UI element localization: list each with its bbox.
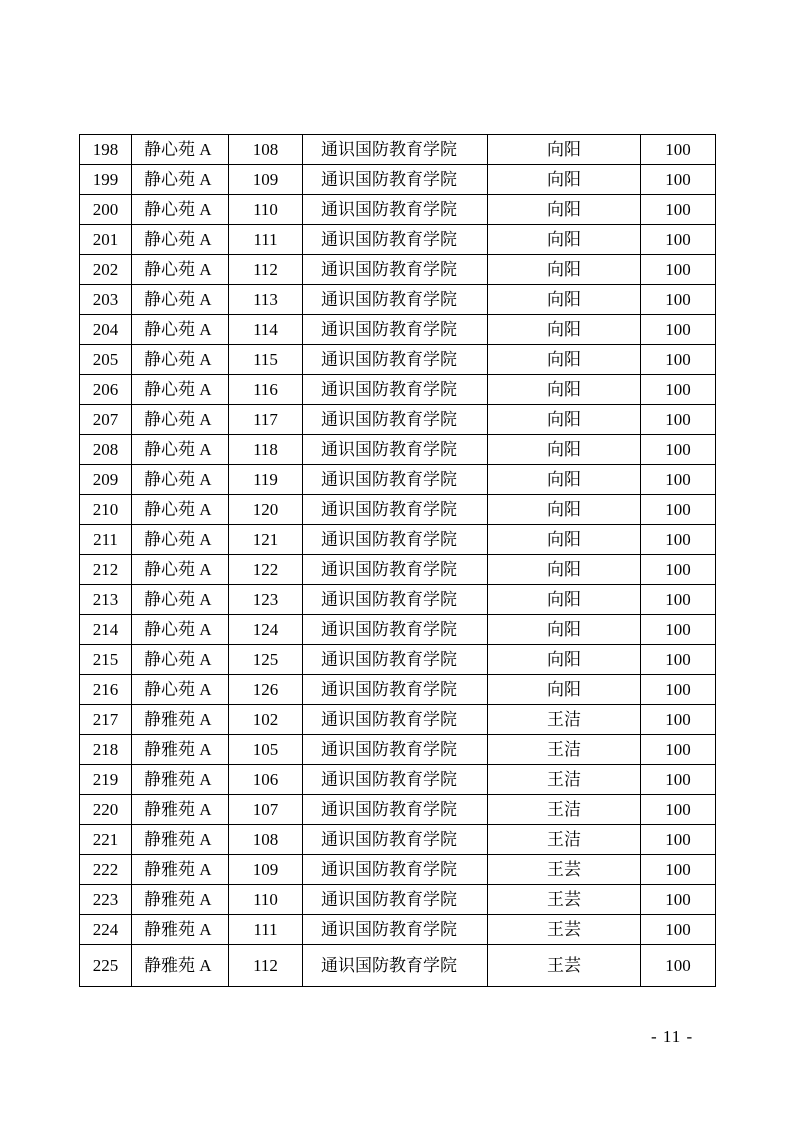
room-number-cell: 110 [229,195,303,225]
table-row [80,135,716,165]
capacity-cell: 100 [641,225,716,255]
room-number-cell: 107 [229,795,303,825]
college-cell: 通识国防教育学院 [303,405,488,435]
room-number-cell: 124 [229,615,303,645]
serial-number-cell: 202 [80,255,132,285]
college-cell: 通识国防教育学院 [303,885,488,915]
serial-number-cell: 212 [80,555,132,585]
dormitory-cell: 静雅苑 A [132,705,229,735]
dormitory-cell: 静心苑 A [132,555,229,585]
serial-number-cell: 215 [80,645,132,675]
person-in-charge-cell: 王洁 [488,795,641,825]
college-cell: 通识国防教育学院 [303,585,488,615]
capacity-cell: 100 [641,615,716,645]
person-in-charge-cell: 向阳 [488,645,641,675]
dormitory-cell: 静心苑 A [132,255,229,285]
person-in-charge-cell: 向阳 [488,255,641,285]
person-in-charge-cell: 向阳 [488,195,641,225]
serial-number-cell: 223 [80,885,132,915]
serial-number-cell: 214 [80,615,132,645]
dormitory-cell: 静心苑 A [132,165,229,195]
college-cell: 通识国防教育学院 [303,795,488,825]
table-row [80,465,716,495]
capacity-cell: 100 [641,765,716,795]
dormitory-cell: 静雅苑 A [132,765,229,795]
person-in-charge-cell: 王洁 [488,825,641,855]
serial-number-cell: 218 [80,735,132,765]
assignment-table [79,134,716,987]
college-cell: 通识国防教育学院 [303,465,488,495]
dormitory-cell: 静心苑 A [132,135,229,165]
dormitory-cell: 静心苑 A [132,345,229,375]
capacity-cell: 100 [641,495,716,525]
dormitory-cell: 静心苑 A [132,195,229,225]
page-number: - 11 - [651,1027,694,1046]
table-row [80,795,716,825]
capacity-cell: 100 [641,285,716,315]
serial-number-cell: 199 [80,165,132,195]
dormitory-cell: 静心苑 A [132,615,229,645]
capacity-cell: 100 [641,585,716,615]
table-row [80,585,716,615]
dormitory-cell: 静雅苑 A [132,795,229,825]
room-number-cell: 121 [229,525,303,555]
serial-number-cell: 216 [80,675,132,705]
room-number-cell: 109 [229,855,303,885]
college-cell: 通识国防教育学院 [303,945,488,987]
table-row [80,945,716,987]
room-number-cell: 102 [229,705,303,735]
room-number-cell: 116 [229,375,303,405]
table-row [80,675,716,705]
room-number-cell: 113 [229,285,303,315]
capacity-cell: 100 [641,195,716,225]
table-row [80,165,716,195]
room-number-cell: 119 [229,465,303,495]
dormitory-cell: 静雅苑 A [132,885,229,915]
serial-number-cell: 225 [80,945,132,987]
serial-number-cell: 213 [80,585,132,615]
room-number-cell: 125 [229,645,303,675]
table-row [80,735,716,765]
room-number-cell: 108 [229,135,303,165]
table-row [80,225,716,255]
person-in-charge-cell: 王洁 [488,705,641,735]
dormitory-cell: 静雅苑 A [132,915,229,945]
dormitory-cell: 静雅苑 A [132,735,229,765]
table-row [80,345,716,375]
person-in-charge-cell: 王芸 [488,855,641,885]
person-in-charge-cell: 向阳 [488,405,641,435]
room-number-cell: 110 [229,885,303,915]
serial-number-cell: 208 [80,435,132,465]
serial-number-cell: 198 [80,135,132,165]
serial-number-cell: 211 [80,525,132,555]
college-cell: 通识国防教育学院 [303,315,488,345]
dormitory-cell: 静心苑 A [132,645,229,675]
person-in-charge-cell: 王洁 [488,735,641,765]
serial-number-cell: 200 [80,195,132,225]
college-cell: 通识国防教育学院 [303,705,488,735]
dormitory-cell: 静雅苑 A [132,825,229,855]
table-row [80,405,716,435]
serial-number-cell: 206 [80,375,132,405]
dormitory-cell: 静心苑 A [132,375,229,405]
room-number-cell: 112 [229,255,303,285]
room-number-cell: 105 [229,735,303,765]
capacity-cell: 100 [641,675,716,705]
table-body [80,135,716,987]
person-in-charge-cell: 向阳 [488,585,641,615]
capacity-cell: 100 [641,135,716,165]
person-in-charge-cell: 向阳 [488,345,641,375]
college-cell: 通识国防教育学院 [303,375,488,405]
college-cell: 通识国防教育学院 [303,345,488,375]
table-row [80,885,716,915]
capacity-cell: 100 [641,825,716,855]
college-cell: 通识国防教育学院 [303,255,488,285]
serial-number-cell: 203 [80,285,132,315]
dormitory-cell: 静雅苑 A [132,945,229,987]
room-number-cell: 111 [229,225,303,255]
table-row [80,195,716,225]
serial-number-cell: 219 [80,765,132,795]
capacity-cell: 100 [641,165,716,195]
person-in-charge-cell: 王芸 [488,945,641,987]
capacity-cell: 100 [641,855,716,885]
college-cell: 通识国防教育学院 [303,675,488,705]
person-in-charge-cell: 向阳 [488,315,641,345]
capacity-cell: 100 [641,405,716,435]
table-row [80,645,716,675]
person-in-charge-cell: 向阳 [488,225,641,255]
person-in-charge-cell: 向阳 [488,165,641,195]
college-cell: 通识国防教育学院 [303,615,488,645]
capacity-cell: 100 [641,795,716,825]
room-number-cell: 117 [229,405,303,435]
serial-number-cell: 201 [80,225,132,255]
capacity-cell: 100 [641,525,716,555]
capacity-cell: 100 [641,315,716,345]
dormitory-cell: 静心苑 A [132,285,229,315]
table-row [80,285,716,315]
capacity-cell: 100 [641,945,716,987]
capacity-cell: 100 [641,645,716,675]
room-number-cell: 123 [229,585,303,615]
dormitory-cell: 静心苑 A [132,525,229,555]
table-row [80,255,716,285]
capacity-cell: 100 [641,435,716,465]
college-cell: 通识国防教育学院 [303,495,488,525]
capacity-cell: 100 [641,885,716,915]
college-cell: 通识国防教育学院 [303,195,488,225]
person-in-charge-cell: 向阳 [488,495,641,525]
room-number-cell: 120 [229,495,303,525]
person-in-charge-cell: 向阳 [488,525,641,555]
table-row [80,495,716,525]
serial-number-cell: 210 [80,495,132,525]
serial-number-cell: 224 [80,915,132,945]
dormitory-cell: 静雅苑 A [132,855,229,885]
capacity-cell: 100 [641,555,716,585]
dormitory-cell: 静心苑 A [132,315,229,345]
room-number-cell: 126 [229,675,303,705]
capacity-cell: 100 [641,465,716,495]
college-cell: 通识国防教育学院 [303,645,488,675]
college-cell: 通识国防教育学院 [303,735,488,765]
room-number-cell: 112 [229,945,303,987]
person-in-charge-cell: 王洁 [488,765,641,795]
room-number-cell: 115 [229,345,303,375]
college-cell: 通识国防教育学院 [303,165,488,195]
person-in-charge-cell: 向阳 [488,675,641,705]
serial-number-cell: 209 [80,465,132,495]
college-cell: 通识国防教育学院 [303,825,488,855]
table-row [80,915,716,945]
person-in-charge-cell: 王芸 [488,885,641,915]
college-cell: 通识国防教育学院 [303,855,488,885]
table-row [80,615,716,645]
person-in-charge-cell: 向阳 [488,285,641,315]
person-in-charge-cell: 向阳 [488,615,641,645]
serial-number-cell: 217 [80,705,132,735]
room-number-cell: 106 [229,765,303,795]
table-row [80,765,716,795]
person-in-charge-cell: 向阳 [488,555,641,585]
serial-number-cell: 207 [80,405,132,435]
table-row [80,375,716,405]
person-in-charge-cell: 向阳 [488,465,641,495]
dormitory-cell: 静心苑 A [132,225,229,255]
person-in-charge-cell: 向阳 [488,435,641,465]
dormitory-cell: 静心苑 A [132,465,229,495]
table-row [80,525,716,555]
college-cell: 通识国防教育学院 [303,765,488,795]
capacity-cell: 100 [641,345,716,375]
capacity-cell: 100 [641,735,716,765]
dormitory-cell: 静心苑 A [132,435,229,465]
college-cell: 通识国防教育学院 [303,285,488,315]
college-cell: 通识国防教育学院 [303,555,488,585]
capacity-cell: 100 [641,255,716,285]
serial-number-cell: 204 [80,315,132,345]
room-number-cell: 108 [229,825,303,855]
dormitory-cell: 静心苑 A [132,675,229,705]
room-number-cell: 109 [229,165,303,195]
dormitory-cell: 静心苑 A [132,405,229,435]
room-number-cell: 118 [229,435,303,465]
capacity-cell: 100 [641,375,716,405]
dormitory-cell: 静心苑 A [132,495,229,525]
table-row [80,315,716,345]
serial-number-cell: 221 [80,825,132,855]
room-number-cell: 122 [229,555,303,585]
college-cell: 通识国防教育学院 [303,135,488,165]
room-number-cell: 111 [229,915,303,945]
person-in-charge-cell: 向阳 [488,375,641,405]
table-row [80,435,716,465]
serial-number-cell: 205 [80,345,132,375]
table-row [80,555,716,585]
table-row [80,855,716,885]
capacity-cell: 100 [641,915,716,945]
capacity-cell: 100 [641,705,716,735]
serial-number-cell: 220 [80,795,132,825]
college-cell: 通识国防教育学院 [303,225,488,255]
person-in-charge-cell: 王芸 [488,915,641,945]
college-cell: 通识国防教育学院 [303,525,488,555]
college-cell: 通识国防教育学院 [303,435,488,465]
dormitory-cell: 静心苑 A [132,585,229,615]
college-cell: 通识国防教育学院 [303,915,488,945]
table-row [80,705,716,735]
serial-number-cell: 222 [80,855,132,885]
person-in-charge-cell: 向阳 [488,135,641,165]
table-row [80,825,716,855]
room-number-cell: 114 [229,315,303,345]
